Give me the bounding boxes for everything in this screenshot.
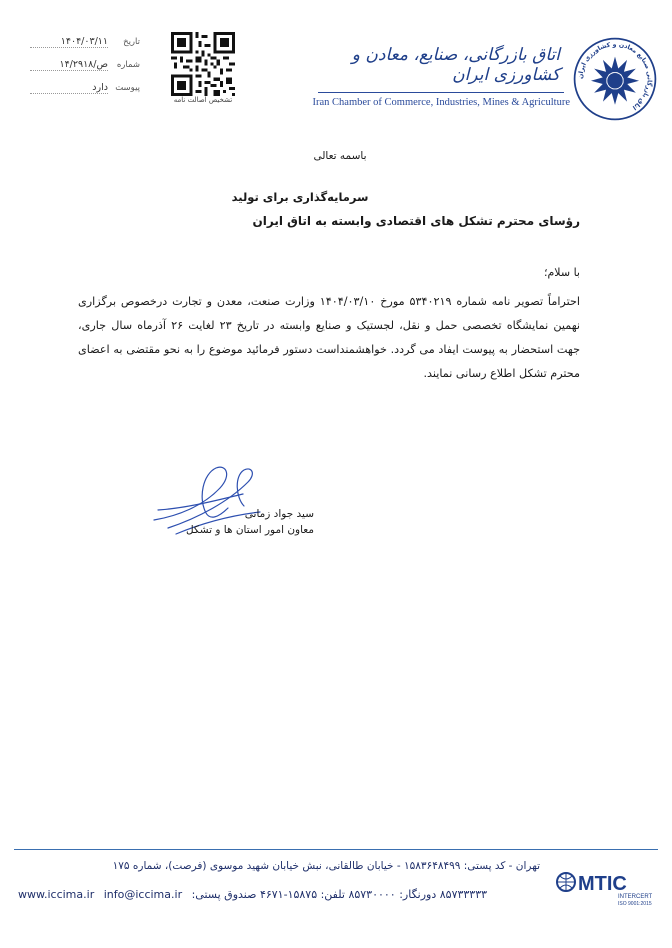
footer-contact bbox=[18, 888, 540, 901]
mtic-logo-text: MTIC bbox=[578, 873, 627, 895]
signatory-name: سید جواد زمانی bbox=[244, 508, 314, 520]
org-name-en: Iran Chamber of Commerce, Industries, Mines & Agriculture bbox=[312, 97, 570, 108]
letter-body: احتراماً تصویر نامه شماره ۵۳۴۰۲۱۹ مورخ ۱۴۰۴/۰۳/۱۰ وزارت صنعت، معدن و تجارت درخصوص برگزاری نهمین نمایشگاه تخصصی حمل و نقل، لجستیک و صنایع وابسته در تاریخ ۲۳ لغایت ۲۶ آذرماه سال جاری، جهت استحضار به پیوست ایفاد می گردد. خواهشمنداست دستور فرمائید موضوع را به نحو مقتضی به اعضای محترم تشکل اطلاع رسانی نمایند. bbox=[78, 295, 581, 380]
footer-divider bbox=[14, 849, 658, 850]
mtic-certification-logo-icon bbox=[556, 864, 662, 908]
invocation: باسمه تعالی bbox=[313, 150, 367, 162]
letter-greeting: با سلام؛ bbox=[544, 266, 580, 279]
footer-address: تهران - کد پستی: ۱۵۸۳۶۴۸۴۹۹ - خیابان طالقانی، نبش خیابان شهید موسوی (فرصت)، شماره ۱۷۵ bbox=[112, 860, 540, 872]
footer-phones: ۸۵۷۳۳۳۳۳ دورنگار: ۸۵۷۳۰۰۰۰ تلفن: ۱۵۸۷۵-۴۶۷۱ صندوق پستی: bbox=[191, 888, 488, 901]
chamber-logo-icon bbox=[572, 36, 658, 122]
org-name-fa: اتاق بازرگانی، صنایع، معادن و کشاورزی ایران bbox=[351, 45, 560, 85]
meta-attachment-value: دارد bbox=[30, 82, 108, 94]
org-divider bbox=[318, 92, 564, 93]
meta-attachment-label: پیوست bbox=[115, 83, 140, 93]
mtic-iso-text: ISO 9001:2015 bbox=[618, 901, 652, 907]
meta-attachment-row bbox=[30, 82, 140, 98]
qr-code-icon[interactable] bbox=[168, 32, 238, 96]
meta-number-row bbox=[30, 59, 140, 75]
meta-date-label: تاریخ bbox=[123, 37, 140, 47]
qr-caption: تشخیص اصالت نامه bbox=[173, 96, 233, 104]
letter-subject: سرمایه‌گذاری برای تولید bbox=[231, 190, 369, 204]
meta-date-row bbox=[30, 36, 140, 52]
seal-text: اتاق بازرگانی صنایع معادن و کشاورزی ایران bbox=[577, 41, 653, 111]
mtic-intercert-text: INTERCERT bbox=[618, 894, 653, 900]
meta-number-value: ۱۴/۲۹۱۸/ص bbox=[30, 59, 108, 71]
meta-date-value: ۱۴۰۴/۰۳/۱۱ bbox=[30, 36, 108, 48]
letter-recipient: رؤسای محترم تشکل های اقتصادی وابسته به اتاق ایران bbox=[252, 214, 580, 228]
footer-email-link[interactable]: info@iccima.ir bbox=[103, 888, 183, 901]
meta-number-label: شماره bbox=[116, 60, 140, 70]
footer-website-link[interactable]: www.iccima.ir bbox=[18, 888, 95, 901]
signatory-title: معاون امور استان ها و تشکل bbox=[185, 524, 314, 536]
